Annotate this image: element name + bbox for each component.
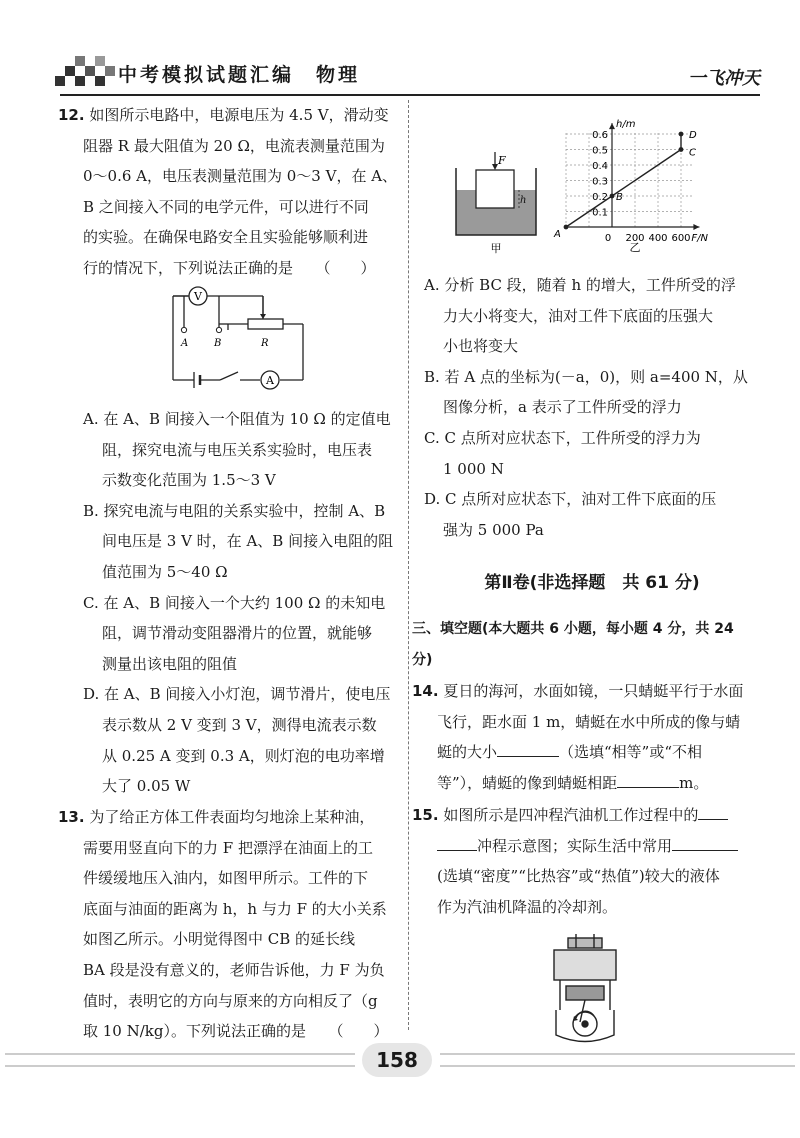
q13-line: 值时，表明它的方向与原来的方向相反了（g bbox=[83, 991, 378, 1010]
series-line bbox=[566, 150, 681, 228]
x-axis-label: F/N bbox=[691, 233, 709, 244]
y-tick-label: 0.1 bbox=[592, 207, 608, 219]
q12-line: 的实验。在确保电路安全且实验能够顺利进 bbox=[83, 228, 369, 247]
y-tick-label: 0.3 bbox=[592, 176, 608, 188]
y-tick-label: 0.5 bbox=[592, 145, 608, 157]
header-brand: 一飞冲天 bbox=[688, 68, 760, 89]
caption-jia: 甲 bbox=[490, 242, 502, 255]
y-tick-label: 0.2 bbox=[592, 192, 608, 203]
q15-line: (选填“密度”“比热容”或“热值”)较大的液体 bbox=[437, 867, 720, 886]
cube-workpiece bbox=[476, 170, 514, 208]
y-tick-label: 0.4 bbox=[592, 161, 608, 172]
q14-blank-2[interactable] bbox=[617, 769, 679, 788]
x-tick-label: 400 bbox=[648, 233, 668, 244]
q15-line: 作为汽油机降温的冷却剂。 bbox=[437, 897, 618, 916]
q12-option-c-cont: 阻，调节滑动变阻器滑片的位置，就能够 bbox=[102, 624, 373, 643]
q14-blank-1[interactable] bbox=[497, 738, 559, 757]
q12-line: 行的情况下，下列说法正确的是 （ ） bbox=[83, 258, 376, 277]
x-axis-arrow bbox=[693, 224, 699, 230]
circuit-diagram bbox=[168, 284, 318, 404]
point-label: B bbox=[616, 192, 623, 203]
svg-text:F: F bbox=[498, 154, 506, 167]
q12-line: 如图所示电路中，电源电压为 4.5 V，滑动变 bbox=[89, 106, 389, 124]
q15 bbox=[412, 800, 772, 922]
q14-line: （选填“相等”或“不相 bbox=[559, 743, 703, 762]
header-title: 中考模拟试题汇编 物理 bbox=[118, 64, 361, 86]
q13-option-c: C. C 点所对应状态下，工件所受的浮力为 bbox=[424, 428, 701, 447]
q13-option-b-cont: 图像分析，a 表示了工件所受的浮力 bbox=[443, 398, 682, 417]
column-divider bbox=[408, 100, 409, 1030]
q13-number: 13. bbox=[58, 808, 85, 826]
q13-line: 取 10 N/kg）。下列说法正确的是 （ ） bbox=[83, 1022, 389, 1041]
q12-option-b-cont: 值范围为 5～40 Ω bbox=[102, 562, 228, 581]
y-tick-label: 0.6 bbox=[592, 130, 608, 141]
q14-line: 飞行，距水面 1 m，蜻蜓在水中所成的像与蜻 bbox=[437, 712, 741, 731]
y-axis-label: h/m bbox=[616, 119, 636, 131]
q12-option-c-cont: 测量出该电阻的阻值 bbox=[102, 654, 238, 673]
q12-line: B 之间接入不同的电学元件，可以进行不同 bbox=[83, 197, 369, 216]
q12-option-b: B. 探究电流与电阻的关系实验中，控制 A、B bbox=[83, 501, 386, 520]
svg-text:h: h bbox=[520, 195, 527, 206]
q13-line: 件缓缓地压入油内，如图甲所示。工件的下 bbox=[83, 869, 369, 888]
point-label: C bbox=[689, 147, 696, 159]
caption-yi: 乙 bbox=[629, 241, 641, 252]
q13-line: 如图乙所示。小明觉得图中 CB 的延长线 bbox=[83, 930, 356, 949]
q13-option-c-cont: 1 000 N bbox=[443, 459, 504, 478]
section3-heading bbox=[412, 614, 772, 675]
data-point bbox=[679, 147, 684, 152]
q12-option-d-cont: 表示数从 2 V 变到 3 V，测得电流表示数 bbox=[102, 715, 377, 734]
q13-option-d-cont: 强为 5 000 Pa bbox=[443, 520, 544, 539]
q13-option-a-cont: 力大小将变大，油对工件下底面的压强大 bbox=[443, 306, 714, 325]
chart-yi bbox=[548, 102, 748, 252]
q15-blank-1[interactable] bbox=[698, 801, 728, 820]
figure-jia bbox=[452, 140, 547, 255]
terminal-B bbox=[216, 327, 221, 332]
q12-stem bbox=[58, 100, 403, 284]
page-number: 158 bbox=[362, 1043, 432, 1077]
section3-line: 分) bbox=[412, 651, 433, 668]
svg-text:V: V bbox=[194, 290, 202, 303]
engine-figure bbox=[546, 930, 626, 1045]
q15-blank-1-cont[interactable] bbox=[437, 832, 477, 851]
voltmeter bbox=[189, 287, 207, 305]
point-label: D bbox=[689, 130, 697, 141]
point-label: A bbox=[554, 229, 561, 240]
q13-options bbox=[424, 270, 769, 545]
q12-option-a-cont: 示数变化范围为 1.5～3 V bbox=[102, 471, 276, 490]
header-rule bbox=[60, 94, 760, 96]
q13-option-a-cont: 小也将变大 bbox=[443, 337, 519, 356]
q13-line: 为了给正方体工件表面均匀地涂上某种油， bbox=[89, 808, 375, 826]
q12-options bbox=[58, 404, 403, 802]
q14-number: 14. bbox=[412, 682, 439, 700]
q12-option-d-cont: 大了 0.05 W bbox=[102, 777, 191, 796]
q12-option-d-cont: 从 0.25 A 变到 0.3 A，则灯泡的电功率增 bbox=[102, 746, 385, 765]
q14-line: 等”），蜻蜓的像到蜻蜓相距 bbox=[437, 773, 618, 792]
section3-line: 三、填空题(本大题共 6 小题，每小题 4 分，共 24 bbox=[412, 621, 734, 637]
page-header bbox=[0, 0, 800, 100]
q15-line: 如图所示是四冲程汽油机工作过程中的 bbox=[443, 806, 699, 824]
terminal-A bbox=[181, 327, 186, 332]
q15-line: 冲程示意图；实际生活中常用 bbox=[477, 836, 673, 855]
svg-text:R: R bbox=[261, 338, 269, 349]
data-point bbox=[679, 132, 684, 137]
q14-line: m。 bbox=[679, 773, 709, 792]
q14-line: 夏日的海河，水面如镜，一只蜻蜓平行于水面 bbox=[443, 682, 744, 700]
q13-option-a: A. 分析 BC 段，随着 h 的增大，工件所受的浮 bbox=[424, 276, 736, 294]
q13-line: 需要用竖直向下的力 F 把漂浮在油面上的工 bbox=[83, 838, 373, 857]
data-point bbox=[610, 194, 615, 199]
q12-option-a-cont: 阻，探究电流与电压关系实验时，电压表 bbox=[102, 440, 373, 459]
q14-line: 蜓的大小 bbox=[437, 743, 498, 762]
q13-line: BA 段是没有意义的，老师告诉他，力 F 为负 bbox=[83, 960, 385, 979]
x-tick-label: 600 bbox=[671, 233, 691, 244]
x-tick-label: 0 bbox=[604, 233, 612, 244]
q12-line: 阻器 R 最大阻值为 20 Ω，电流表测量范围为 bbox=[83, 136, 385, 155]
q12-option-b-cont: 间电压是 3 V 时，在 A、B 间接入电阻的阻 bbox=[102, 532, 394, 551]
q13-line: 底面与油面的距离为 h，h 与力 F 的大小关系 bbox=[83, 899, 387, 918]
q12-number: 12. bbox=[58, 106, 85, 124]
svg-text:A: A bbox=[181, 338, 189, 349]
ammeter bbox=[261, 371, 279, 389]
q12-option-d: D. 在 A、B 间接入小灯泡，调节滑片，使电压 bbox=[83, 685, 391, 704]
q13-option-b: B. 若 A 点的坐标为(－a，0)，则 a=400 N，从 bbox=[424, 367, 748, 386]
q13-option-d: D. C 点所对应状态下，油对工件下底面的压 bbox=[424, 490, 717, 509]
y-axis-arrow bbox=[609, 123, 615, 129]
q12-option-c: C. 在 A、B 间接入一个大约 100 Ω 的未知电 bbox=[83, 593, 386, 612]
data-point bbox=[564, 225, 569, 230]
q13-stem bbox=[58, 802, 403, 1047]
checker-logo bbox=[55, 56, 115, 96]
rheostat-R bbox=[248, 319, 283, 329]
q15-blank-2[interactable] bbox=[672, 832, 738, 851]
q12-option-a: A. 在 A、B 间接入一个阻值为 10 Ω 的定值电 bbox=[83, 410, 391, 428]
q15-number: 15. bbox=[412, 806, 439, 824]
q12-line: 0～0.6 A，电压表测量范围为 0～3 V，在 A、 bbox=[83, 167, 398, 186]
part2-title: 第Ⅱ卷(非选择题 共 61 分) bbox=[484, 573, 700, 593]
svg-text:A: A bbox=[266, 374, 274, 387]
x-tick-label: 200 bbox=[625, 233, 645, 244]
svg-text:B: B bbox=[214, 338, 222, 349]
q14 bbox=[412, 676, 772, 798]
